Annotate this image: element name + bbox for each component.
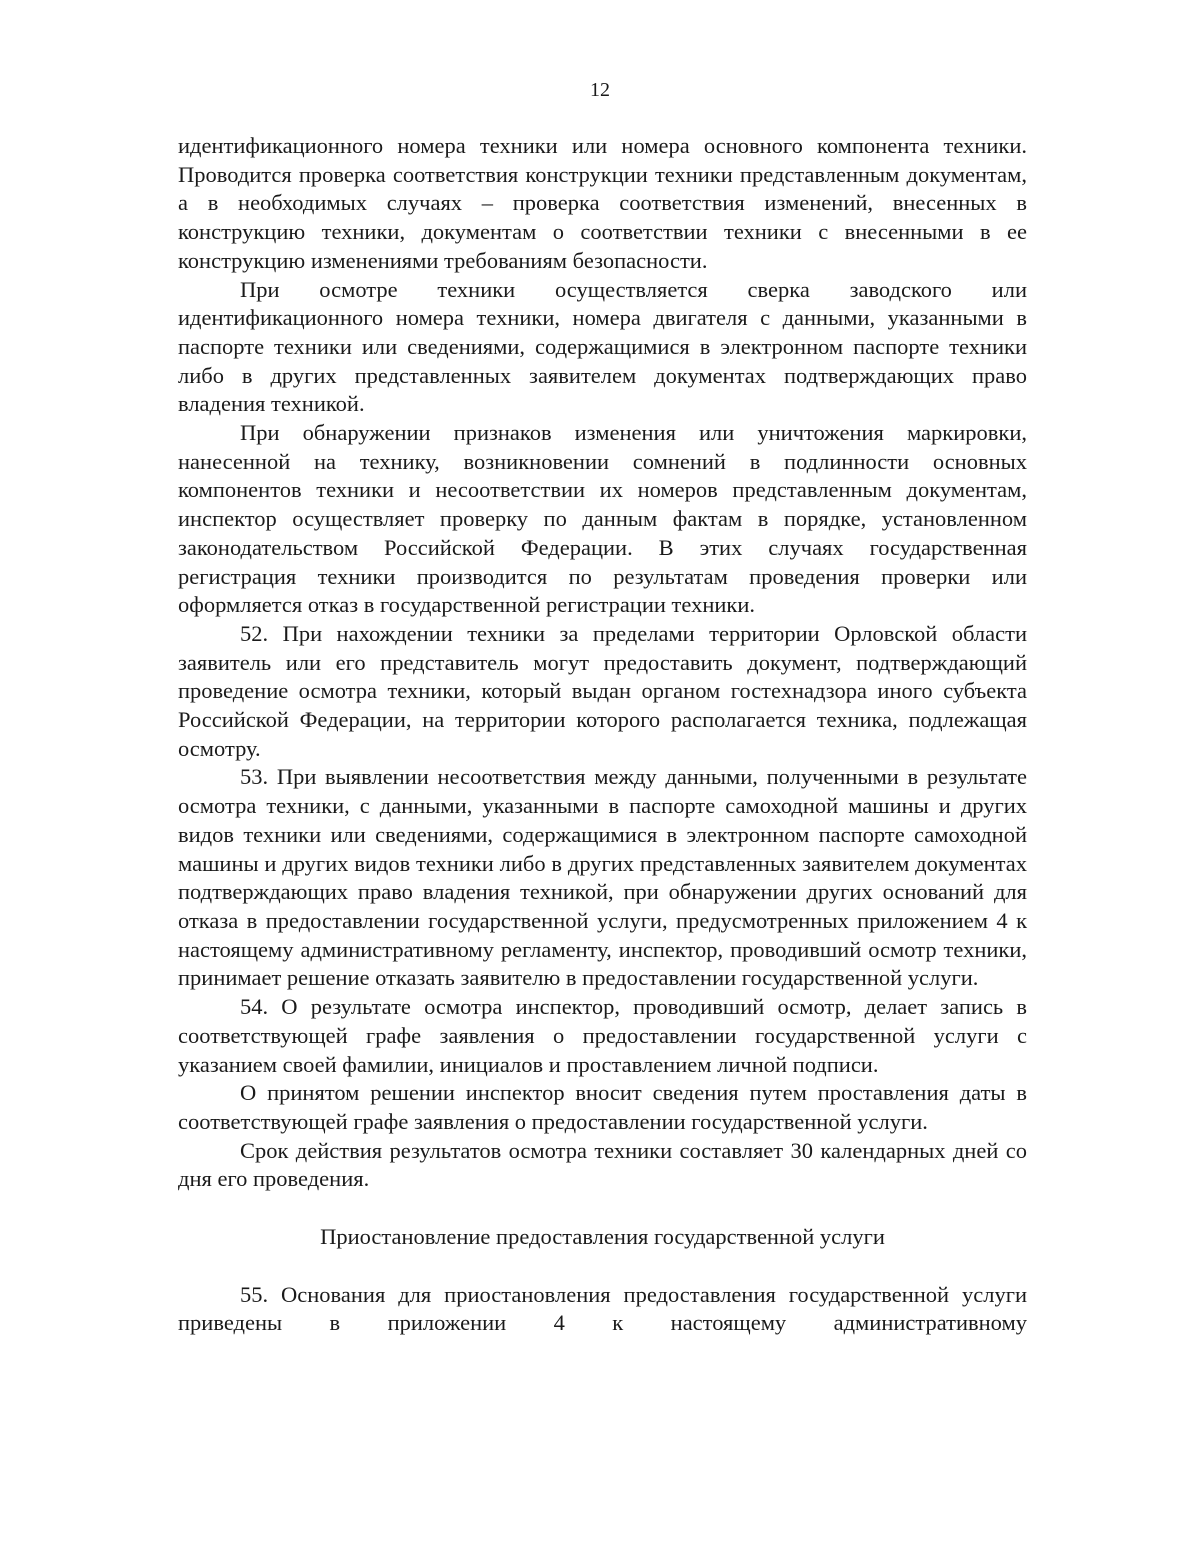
paragraph-55: 55. Основания для приостановления предоставления государственной услуги приведены в приложении 4 к настоящему административному <box>178 1281 1027 1336</box>
paragraph-marking-changes: При обнаружении признаков изменения или уничтожения маркировки, нанесенной на технику, возникновении сомнений в подлинности основных компонентов техники и несоответствии их номеров представленным документам, инспектор осуществляет проверку по данным фактам в порядке, установленном законодательством Российской Федерации. В этих случаях государственная регистрация техники производится по результатам проведения проверки или оформляется отказ в государственной регистрации техники. <box>178 420 1027 618</box>
paragraph-decision-date: О принятом решении инспектор вносит сведения путем проставления даты в соответствующей графе заявления о предоставлении государственной услуги. <box>178 1080 1027 1134</box>
paragraph-inspection-check: При осмотре техники осуществляется сверка заводского или идентификационного номера техники, номера двигателя с данными, указанными в паспорте техники или сведениями, содержащимися в электронном паспорте техники либо в других представленных заявителем документах подтверждающих право владения техникой. <box>178 276 1027 417</box>
paragraph-continuation: идентификационного номера техники или номера основного компонента техники. Проводится проверка соответствия конструкции техники представленным документам, а в необходимых случаях – проверка соответствия изменений, внесенных в конструкцию техники, документам о соответствии техники с внесенными в ее конструкцию изменениями требованиям безопасности. <box>178 133 1027 273</box>
paragraph-52: 52. При нахождении техники за пределами территории Орловской области заявитель или его представитель могут предоставить документ, подтверждающий проведение осмотра техники, который выдан органом гостехнадзора иного субъекта Российской Федерации, на территории которого располагается техника, подлежащая осмотру. <box>178 620 1027 761</box>
page-number: 12 <box>590 79 610 101</box>
paragraph-validity-term: Срок действия результатов осмотра техники составляет 30 календарных дней со дня его проведения. <box>178 1137 1027 1192</box>
document-body <box>178 132 1027 1338</box>
section-heading: Приостановление предоставления государственной услуги <box>320 1224 885 1250</box>
paragraph-54: 54. О результате осмотра инспектор, проводивший осмотр, делает запись в соответствующей графе заявления о предоставлении государственной услуги с указанием своей фамилии, инициалов и проставлением личной подписи. <box>178 994 1027 1077</box>
paragraph-53: 53. При выявлении несоответствия между данными, полученными в результате осмотра техники, с данными, указанными в паспорте самоходной машины и других видов техники или сведениями, содержащимися в электронном паспорте самоходной машины и других видов техники либо в других представленных заявителем документах подтверждающих право владения техникой, при обнаружении других оснований для отказа в предоставлении государственной услуги, предусмотренных приложением 4 к настоящему административному регламенту, инспектор, проводивший осмотр техники, принимает решение отказать заявителю в предоставлении государственной услуги. <box>178 764 1027 991</box>
